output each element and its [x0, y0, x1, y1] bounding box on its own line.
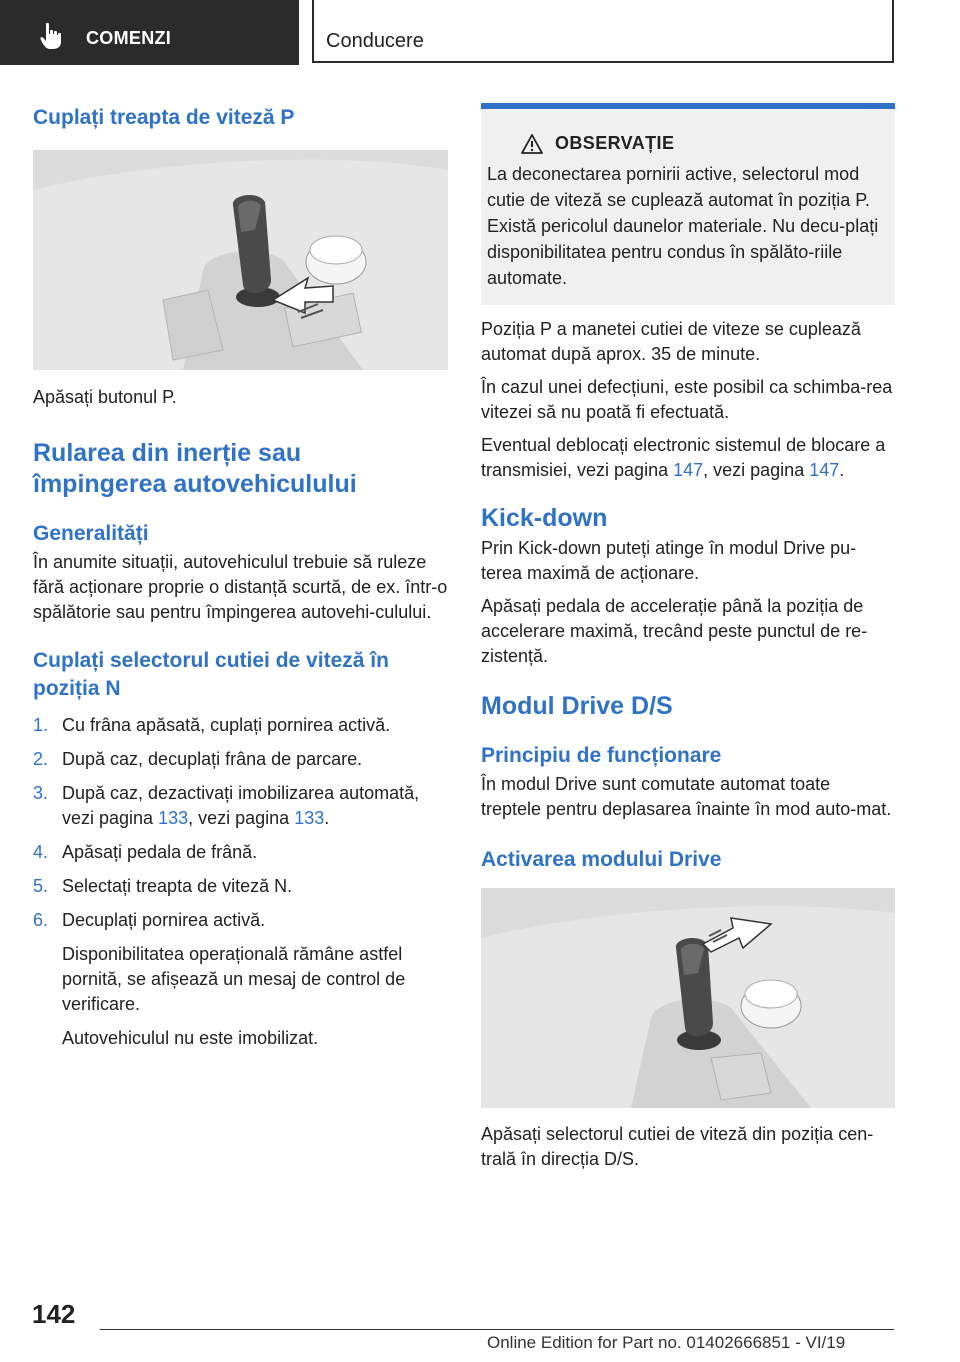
step-number: 1. [33, 715, 49, 735]
step-note: Autovehiculul nu este imobilizat. [62, 1028, 319, 1048]
step-number: 6. [33, 910, 49, 930]
list-item [33, 874, 448, 899]
page-number: 142 [32, 1299, 76, 1329]
step-number: 2. [33, 749, 49, 769]
notice-title [521, 133, 881, 154]
gear-selector-image-p [33, 150, 448, 370]
list-item [33, 840, 448, 865]
heading-neutral [33, 647, 448, 703]
image-caption-p: Apăsați butonul P. [33, 387, 177, 407]
list-item [33, 781, 448, 831]
list-item [33, 747, 448, 772]
heading-neutral-line2: poziția N [33, 677, 121, 700]
step-text: Selectați treapta de viteză N. [62, 876, 293, 896]
paragraph-malfunction: În cazul unei defecțiuni, este posibil ca schimba-rea vitezei să nu poată fi efectuată. [481, 377, 893, 422]
notice-box [481, 103, 895, 305]
step-text: Decuplați pornirea activă. [62, 910, 266, 930]
heading-park: Cuplați treapta de viteză P [33, 106, 295, 129]
notice-title-text: OBSERVAȚIE [555, 133, 675, 153]
step-note: Disponibilitatea operațională rămâne astfel pornită, se afișează un mesaj de control de verificare. [62, 944, 406, 1014]
paragraph-text: . [839, 460, 845, 480]
step-text: Cu frâna apăsată, cuplați pornirea activă. [62, 715, 391, 735]
paragraph-text: Eventual deblocați electronic sistemul de blocare a transmisiei, vezi pagina [481, 435, 886, 480]
step-number: 4. [33, 842, 49, 862]
left-column [33, 100, 448, 1060]
paragraph-auto-park: Poziția P a manetei cutiei de viteze se cuplează automat după aprox. 35 de minute. [481, 319, 861, 364]
step-text: După caz, decuplați frâna de parcare. [62, 749, 363, 769]
footer-edition: Online Edition for Part no. 01402666851 - VI/19 [487, 1333, 846, 1352]
heading-rolling-line1: Rularea din inerție sau [33, 439, 302, 467]
gear-selector-image-ds [481, 888, 895, 1108]
page-link-133[interactable]: 133 [158, 808, 189, 828]
footer-divider [100, 1329, 894, 1330]
paragraph-text: , vezi pagina [703, 460, 810, 480]
heading-general: Generalități [33, 522, 149, 545]
notice-text: La deconectarea pornirii active, selectorul mod cutie de viteză se cuplează automat în poziția P. Există pericolul daunelor materiale. Nu decu-plați disponibilitatea pentru condus în spălăto-riile automate. [487, 164, 879, 288]
step-number: 5. [33, 876, 49, 896]
steps-list [33, 713, 448, 933]
section-label: Conducere [326, 30, 424, 52]
heading-drive-mode: Modul Drive D/S [481, 692, 673, 720]
heading-principle: Principiu de funcționare [481, 744, 722, 767]
heading-neutral-line1: Cuplați selectorul cutiei de viteză în [33, 649, 389, 672]
step-text: . [324, 808, 330, 828]
image-caption-ds: Apăsați selectorul cutiei de viteză din poziția cen-trală în direcția D/S. [481, 1124, 874, 1169]
paragraph-kickdown-2: Apăsați pedala de accelerație până la poziția de accelerare maximă, trecând peste punctul de re-zistență. [481, 596, 868, 666]
hand-pointer-icon [40, 22, 62, 50]
step-number: 3. [33, 783, 49, 803]
page-link-147[interactable]: 147 [673, 460, 704, 480]
page-link-147[interactable]: 147 [809, 460, 840, 480]
right-column [481, 103, 895, 1172]
heading-rolling-line2: împingerea autovehiculului [33, 470, 357, 498]
heading-rolling [33, 438, 448, 500]
chapter-label: COMENZI [86, 28, 172, 48]
step-text: După caz, dezactivați imobilizarea automată, vezi pagina [62, 783, 420, 828]
step-text: , vezi pagina [188, 808, 295, 828]
step-text: Apăsați pedala de frână. [62, 842, 258, 862]
page-link-133[interactable]: 133 [294, 808, 325, 828]
heading-kickdown: Kick-down [481, 504, 608, 532]
paragraph-principle: În modul Drive sunt comutate automat toate treptele pentru deplasarea înainte în mod auto-mat. [481, 774, 892, 819]
list-item [33, 908, 448, 933]
paragraph-unlock [481, 433, 895, 483]
list-item [33, 713, 448, 738]
heading-activate-drive: Activarea modului Drive [481, 848, 722, 871]
chapter-tab[interactable] [0, 0, 299, 65]
paragraph-general: În anumite situații, autovehiculul trebuie să ruleze fără acționare proprie o distanță scurtă, de ex. într-o spălătorie sau pentru împingerea autovehi-culului. [33, 552, 448, 622]
section-header [312, 0, 894, 63]
paragraph-kickdown-1: Prin Kick-down puteți atinge în modul Drive pu-terea maximă de acționare. [481, 538, 857, 583]
warning-triangle-icon [521, 134, 543, 154]
